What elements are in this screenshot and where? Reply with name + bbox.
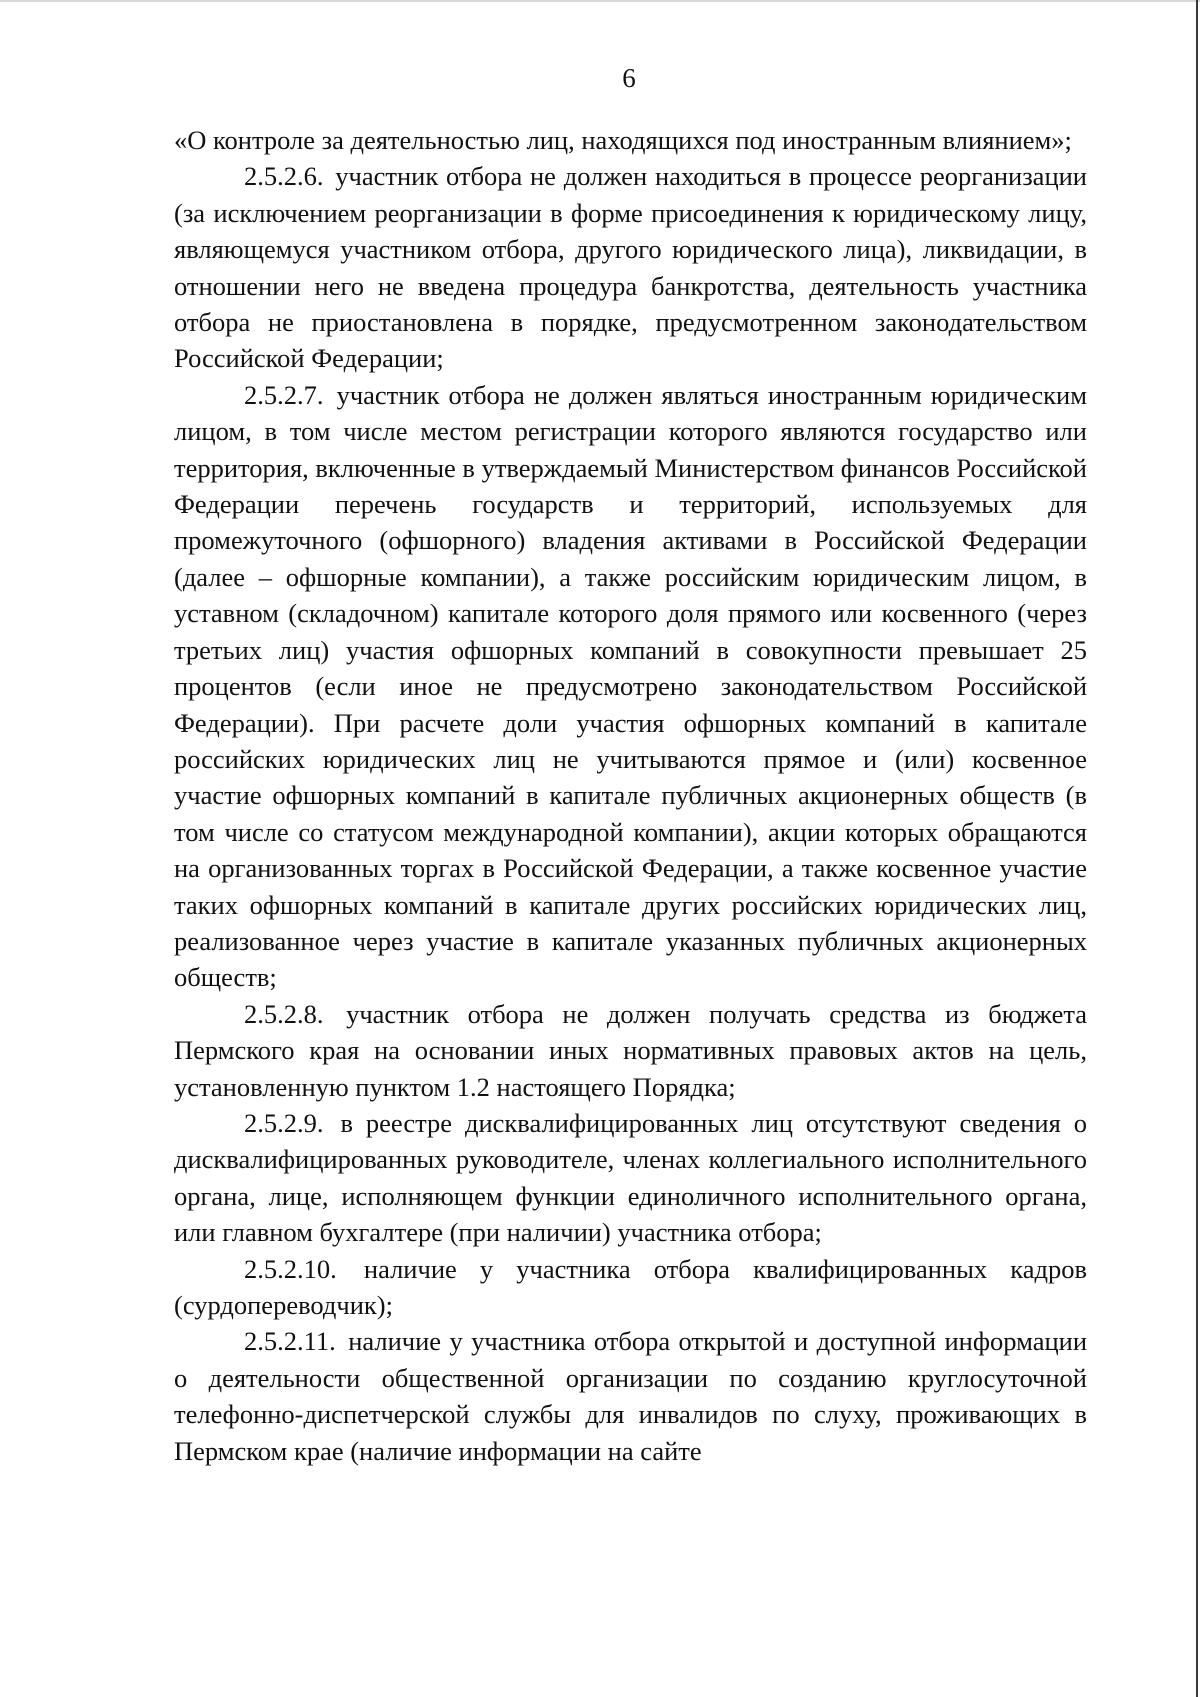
paragraph-number: 2.5.2.7. — [244, 379, 324, 410]
paragraph-number: 2.5.2.10. — [244, 1253, 337, 1284]
paragraph-2-5-2-10 — [174, 1251, 1087, 1324]
document-body — [174, 122, 1087, 1469]
paragraph-number: 2.5.2.6. — [244, 161, 324, 192]
paragraph-text: в реестре дисквалифицированных лиц отсутствуют сведения о дисквалифицированных руководителе, членах коллегиального исполнительного органа, лице, исполняющем функции единоличного исполнительного органа, или главном бухгалтере (при наличии) участника отбора; — [174, 1107, 1087, 1248]
paragraph-2-5-2-8 — [174, 996, 1087, 1105]
paragraph-2-5-2-9 — [174, 1105, 1087, 1251]
paragraph-text: наличие у участника отбора открытой и доступной информации о деятельности общественной организации по созданию круглосуточной телефонно-диспетчерской службы для инвалидов по слуху, проживающих в Пермском крае (наличие информации на сайте — [174, 1326, 1088, 1466]
paragraph-continuation — [174, 122, 1087, 158]
scan-edge-right — [1196, 0, 1198, 1697]
paragraph-text: участник отбора не должен являться иностранным юридическим лицом, в том числе местом регистрации которого являются государство или территория, включенные в утверждаемый Министерством финансов Российской Федерации перечень государств и территорий, используемых для промежуточного (офшорного) владения активами в Российской Федерации (далее – офшорные компании), а также российским юридическим лицом, в уставном (складочном) капитале которого доля прямого или косвенного (через третьих лиц) участия офшорных компаний в совокупности превышает 25 процентов (если иное не предусмотрено законодательством Российской Федерации). При расчете доли участия офшорных компаний в капитале российских юридических лиц не учитываются прямое и (или) косвенное участие офшорных компаний в капитале публичных акционерных обществ (в том числе со статусом международной компании), акции которых обращаются на организованных торгах в Российской Федерации, а также косвенное участие таких офшорных компаний в капитале других российских юридических лиц, реализованное через участие в капитале указанных публичных акционерных обществ; — [174, 379, 1088, 993]
paragraph-2-5-2-6 — [174, 158, 1087, 376]
paragraph-text: участник отбора не должен получать средства из бюджета Пермского края на основании иных нормативных правовых актов на цель, установленную пунктом 1.2 настоящего Порядка; — [174, 998, 1088, 1102]
page-number: 6 — [622, 63, 636, 93]
paragraph-number: 2.5.2.8. — [244, 998, 324, 1029]
paragraph-text: участник отбора не должен находиться в процессе реорганизации (за исключением реорганизации в форме присоединения к юридическому лицу, являющемуся участником отбора, другого юридического лица), ликвидации, в отношении него не введена процедура банкротства, деятельность участника отбора не приостановлена в порядке, предусмотренном законодательством Российской Федерации; — [174, 161, 1087, 374]
paragraph-text: наличие у участника отбора квалифицированных кадров (сурдопереводчик); — [174, 1253, 1088, 1320]
paragraph-text: «О контроле за деятельностью лиц, находящихся под иностранным влиянием»; — [174, 125, 1072, 155]
paragraph-2-5-2-11 — [174, 1323, 1087, 1469]
paragraph-number: 2.5.2.9. — [244, 1107, 324, 1138]
paragraph-number: 2.5.2.11. — [244, 1326, 336, 1357]
paragraph-2-5-2-7 — [174, 377, 1087, 996]
scan-edge-top — [0, 0, 1200, 2]
